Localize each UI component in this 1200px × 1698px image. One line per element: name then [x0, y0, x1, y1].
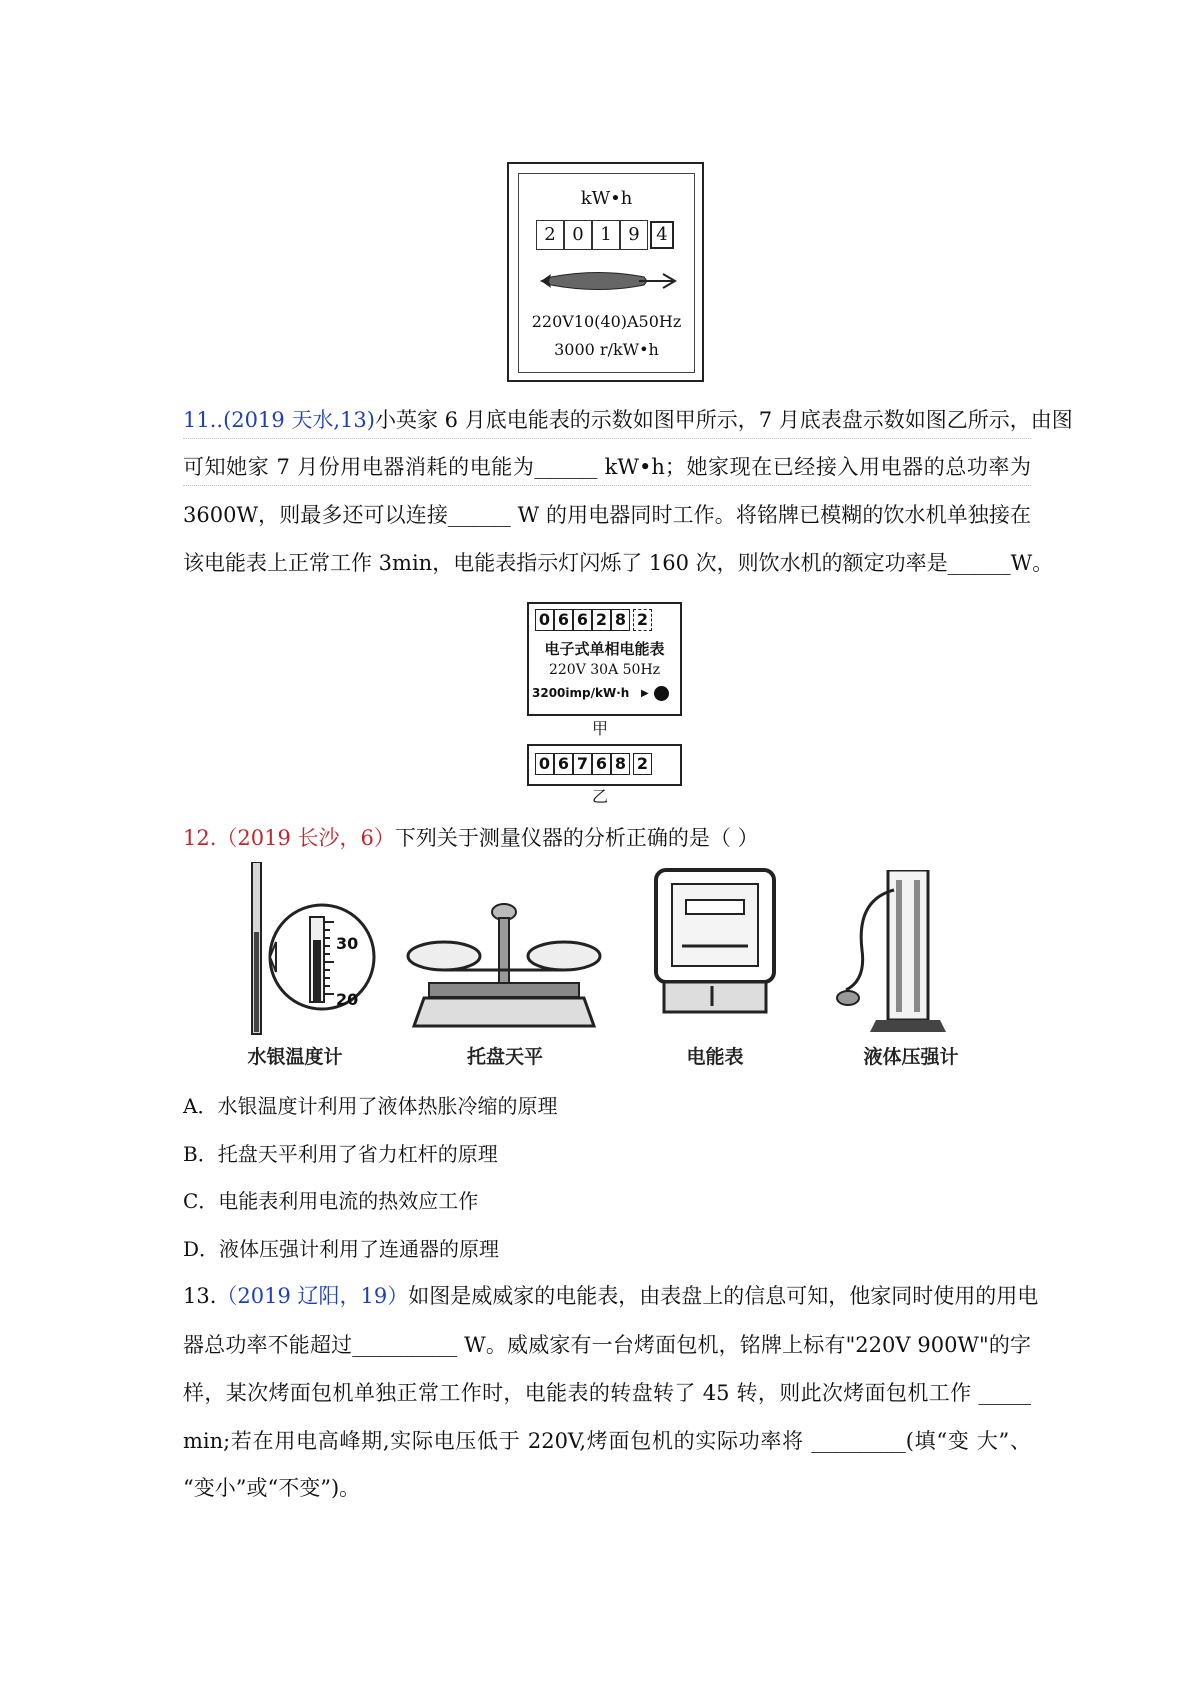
- thermo-tick-20: 20: [336, 990, 359, 1009]
- meter-digit: 6: [592, 753, 611, 775]
- q11-line-2: 可知她家 7 月份用电器消耗的电能为______ kW•h；她家现在已经接入用电器的总功率为: [183, 455, 1031, 479]
- meter-digit: 4: [650, 221, 674, 249]
- option-c: C．电能表利用电流的热效应工作: [183, 1189, 479, 1213]
- indicator-light-icon: [654, 686, 669, 701]
- balance-scale-icon: [404, 898, 604, 1036]
- meter-digit: 8: [611, 753, 630, 775]
- figure-label-yi: 乙: [591, 787, 608, 806]
- q11-source: 11..(2019 天水,13): [183, 408, 375, 432]
- option-b: B．托盘天平利用了省力杠杆的原理: [183, 1142, 498, 1166]
- meter-digit: 6: [554, 753, 573, 775]
- q13-line-4: min;若在用电高峰期,实际电压低于 220V,烤面包机的实际功率将 _________(填“变 大”、: [183, 1429, 1031, 1453]
- meter-digit: 2: [592, 609, 611, 631]
- q13-source: （2019 辽阳，19）: [216, 1284, 409, 1308]
- energy-meter-figure: [507, 162, 704, 382]
- meter-jia-title: 电子式单相电能表: [544, 640, 665, 658]
- option-d: D．液体压强计利用了连通器的原理: [183, 1237, 500, 1261]
- meter-digits: [536, 220, 674, 250]
- q13-line-3: 样，某次烤面包机单独正常工作时，电能表的转盘转了 45 转，则此次烤面包机工作 _____: [183, 1381, 1031, 1405]
- meter-digit: 2: [633, 753, 652, 775]
- label-thermometer: 水银温度计: [247, 1046, 343, 1068]
- meter-jia-figure: [527, 602, 682, 716]
- thermo-tick-30: 30: [336, 934, 359, 953]
- meter-digit: 1: [592, 220, 620, 250]
- meter-digit: 7: [573, 753, 592, 775]
- arrow-right-icon: ▶: [641, 688, 649, 699]
- meter-spec: 220V10(40)A50Hz: [531, 312, 682, 331]
- label-balance: 托盘天平: [466, 1046, 543, 1068]
- meter-yi-digits: [535, 753, 652, 775]
- q12-stem: 下列关于测量仪器的分析正确的是（ ）: [394, 826, 759, 850]
- meter-jia-digits: [535, 609, 652, 631]
- energy-meter-icon: [652, 866, 778, 1036]
- q13-line-2: 器总功率不能超过__________ W。威威家有一台烤面包机，铭牌上标有"220V 900W"的字: [183, 1333, 1031, 1357]
- label-pressure-gauge: 液体压强计: [863, 1046, 959, 1068]
- q12-line: [183, 823, 1031, 853]
- meter-jia-imp: 3200imp/kW·h: [532, 686, 630, 700]
- meter-digit: 8: [611, 609, 630, 631]
- q13-line-5: “变小”或“不变”)。: [183, 1476, 361, 1500]
- meter-jia-spec: 220V 30A 50Hz: [548, 662, 661, 678]
- q11-text: 小英家 6 月底电能表的示数如图甲所示，7 月底表盘示数如图乙所示，由图: [374, 408, 1073, 432]
- rotor-disc-icon: [539, 266, 679, 296]
- q11-line-1: [183, 405, 1073, 435]
- meter-digit: 0: [535, 753, 554, 775]
- label-meter: 电能表: [686, 1046, 744, 1068]
- q11-line-4: 该电能表上正常工作 3min，电能表指示灯闪烁了 160 次，则饮水机的额定功率是______W。: [183, 551, 1054, 575]
- divider: [183, 438, 1031, 439]
- meter-digit: 6: [554, 609, 573, 631]
- q11-line-3: 3600W，则最多还可以连接______ W 的用电器同时工作。将铭牌已模糊的饮水机单独接在: [183, 503, 1031, 527]
- meter-digit: 2: [633, 609, 652, 631]
- q13-text: 如图是威威家的电能表，由表盘上的信息可知，他家同时使用的用电: [408, 1284, 1039, 1308]
- energy-meter-face: [518, 173, 695, 373]
- meter-digit: 9: [620, 220, 648, 250]
- pressure-gauge-icon: [836, 870, 956, 1036]
- divider: [183, 485, 1031, 486]
- option-a: A．水银温度计利用了液体热胀冷缩的原理: [183, 1094, 558, 1118]
- meter-rev: 3000 r/kW•h: [554, 340, 659, 359]
- figure-label-jia: 甲: [591, 719, 608, 738]
- meter-yi-figure: [527, 744, 682, 786]
- q13-num: 13.: [183, 1284, 217, 1308]
- meter-unit: kW•h: [580, 188, 633, 209]
- q12-source: 12.（2019 长沙，6）: [183, 826, 395, 850]
- meter-digit: 2: [536, 220, 564, 250]
- q13-line-1: [183, 1281, 1039, 1311]
- meter-digit: 0: [535, 609, 554, 631]
- meter-digit: 0: [564, 220, 592, 250]
- meter-digit: 6: [573, 609, 592, 631]
